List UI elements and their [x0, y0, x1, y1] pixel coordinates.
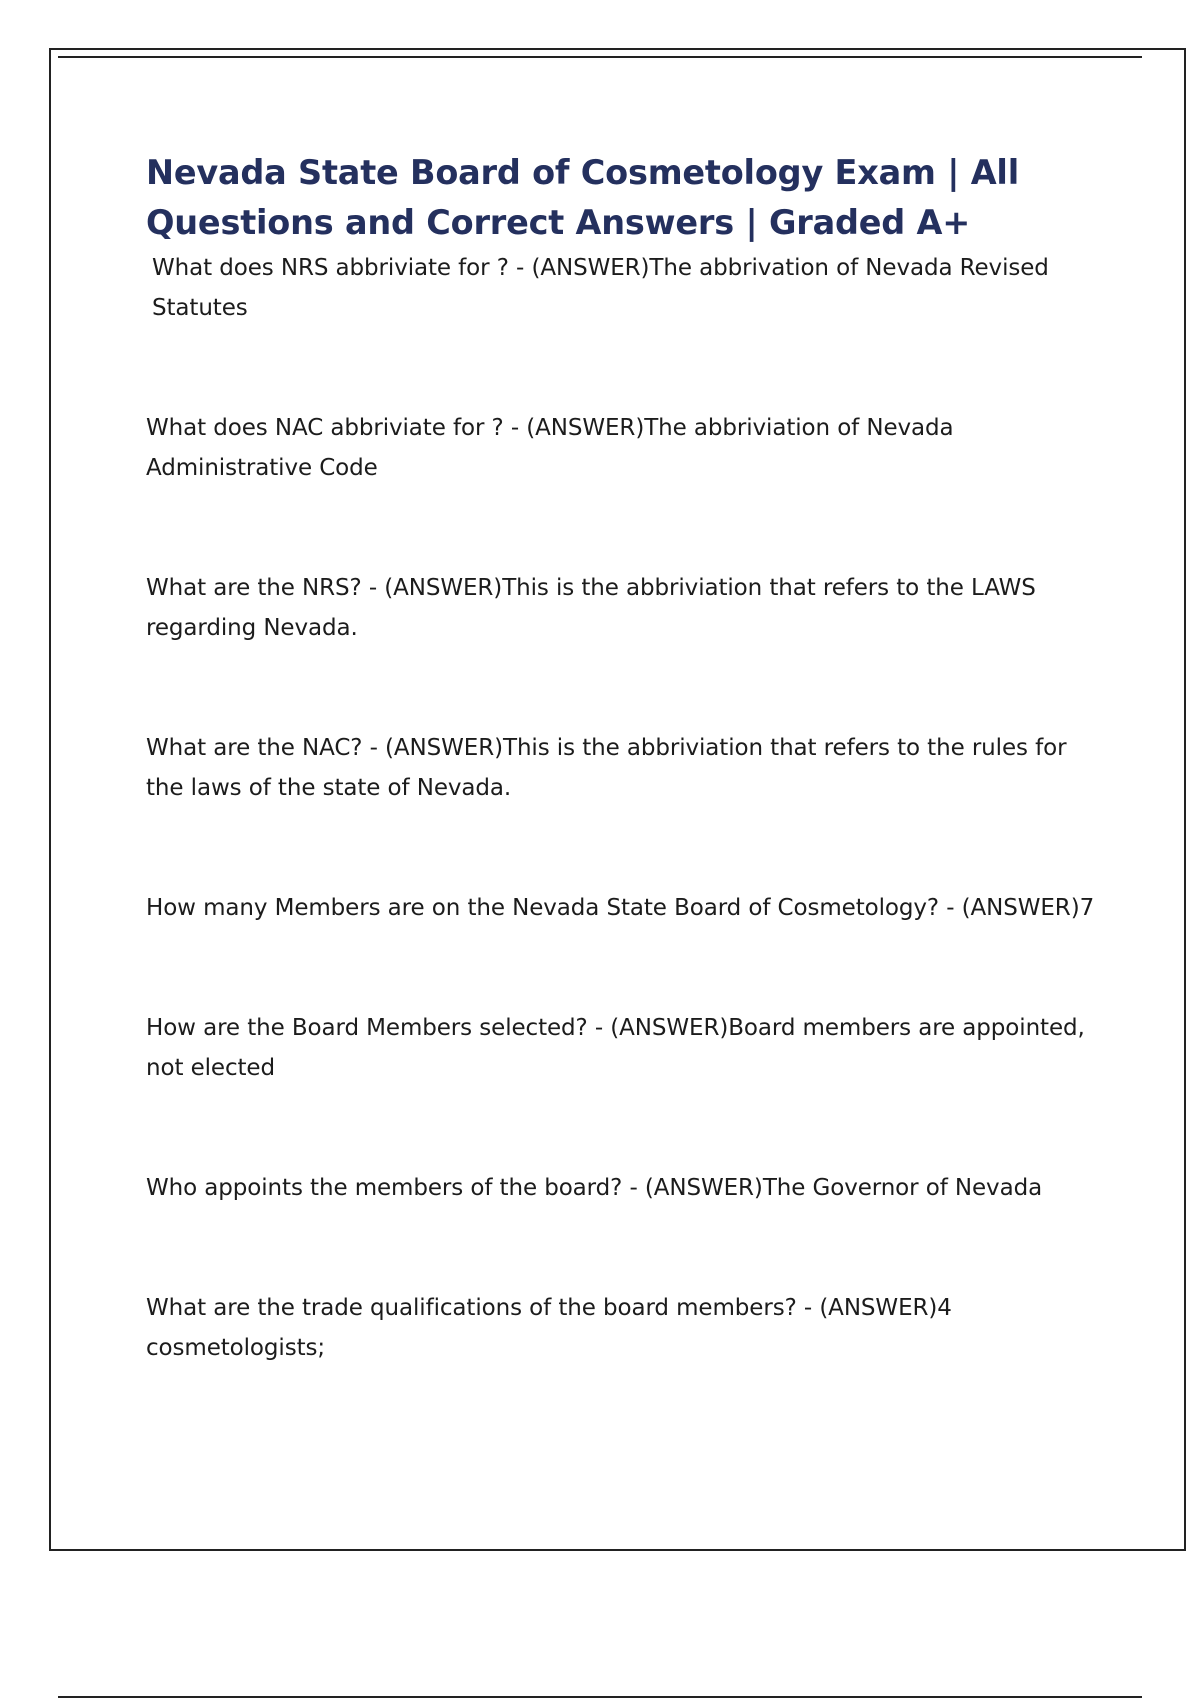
qa-item: [146, 1168, 1106, 1208]
answer-text: This is the abbriviation that refers to the rules for the laws of the state of Nevada.: [146, 735, 1067, 801]
qa-separator: -: [796, 1295, 820, 1321]
answer-label: (ANSWER): [610, 1015, 729, 1041]
qa-item: [146, 728, 1106, 808]
qa-separator: -: [939, 895, 962, 921]
question-text: What are the trade qualifications of the board members?: [146, 1295, 797, 1321]
answer-label: (ANSWER): [961, 895, 1080, 921]
question-text: How are the Board Members selected?: [146, 1015, 588, 1041]
answer-label: (ANSWER): [819, 1295, 938, 1321]
answer-text: 7: [1079, 895, 1095, 921]
qa-item: [146, 1008, 1106, 1088]
answer-text: 4 cosmetologists;: [146, 1295, 952, 1361]
answer-text: Board members are appointed, not elected: [146, 1015, 1085, 1081]
qa-list: [146, 248, 1106, 1368]
document-title: Nevada State Board of Cosmetology Exam | All Questions and Correct Answers | Graded A+: [146, 153, 1019, 242]
qa-item: [152, 248, 1106, 328]
qa-item: [146, 568, 1106, 648]
qa-separator: -: [362, 735, 386, 761]
answer-label: (ANSWER): [644, 1175, 763, 1201]
qa-separator: -: [622, 1175, 645, 1201]
answer-text: The abbrivation of Nevada Revised Statutes: [152, 255, 1049, 321]
answer-label: (ANSWER): [526, 415, 645, 441]
answer-label: (ANSWER): [384, 575, 503, 601]
answer-label: (ANSWER): [385, 735, 503, 761]
bottom-rule-divider: [58, 1696, 1142, 1698]
qa-separator: -: [361, 575, 385, 601]
question-text: What are the NAC?: [146, 735, 363, 761]
qa-item: [146, 888, 1106, 928]
document-body: [146, 148, 1106, 1448]
qa-item: [146, 408, 1106, 488]
qa-separator: -: [587, 1015, 611, 1041]
answer-text: This is the abbriviation that refers to the LAWS regarding Nevada.: [146, 575, 1036, 641]
qa-separator: -: [503, 415, 527, 441]
answer-text: The abbriviation of Nevada Administrative Code: [146, 415, 954, 481]
qa-item: [146, 1288, 1106, 1368]
top-rule-divider: [58, 56, 1142, 58]
question-text: What does NAC abbriviate for ?: [146, 415, 504, 441]
question-text: What are the NRS?: [146, 575, 362, 601]
answer-label: (ANSWER): [531, 255, 650, 281]
answer-text: The Governor of Nevada: [762, 1175, 1043, 1201]
qa-separator: -: [508, 255, 532, 281]
question-text: Who appoints the members of the board?: [146, 1175, 623, 1201]
question-text: What does NRS abbriviate for ?: [152, 255, 509, 281]
question-text: How many Members are on the Nevada State Board of Cosmetology?: [146, 895, 939, 921]
